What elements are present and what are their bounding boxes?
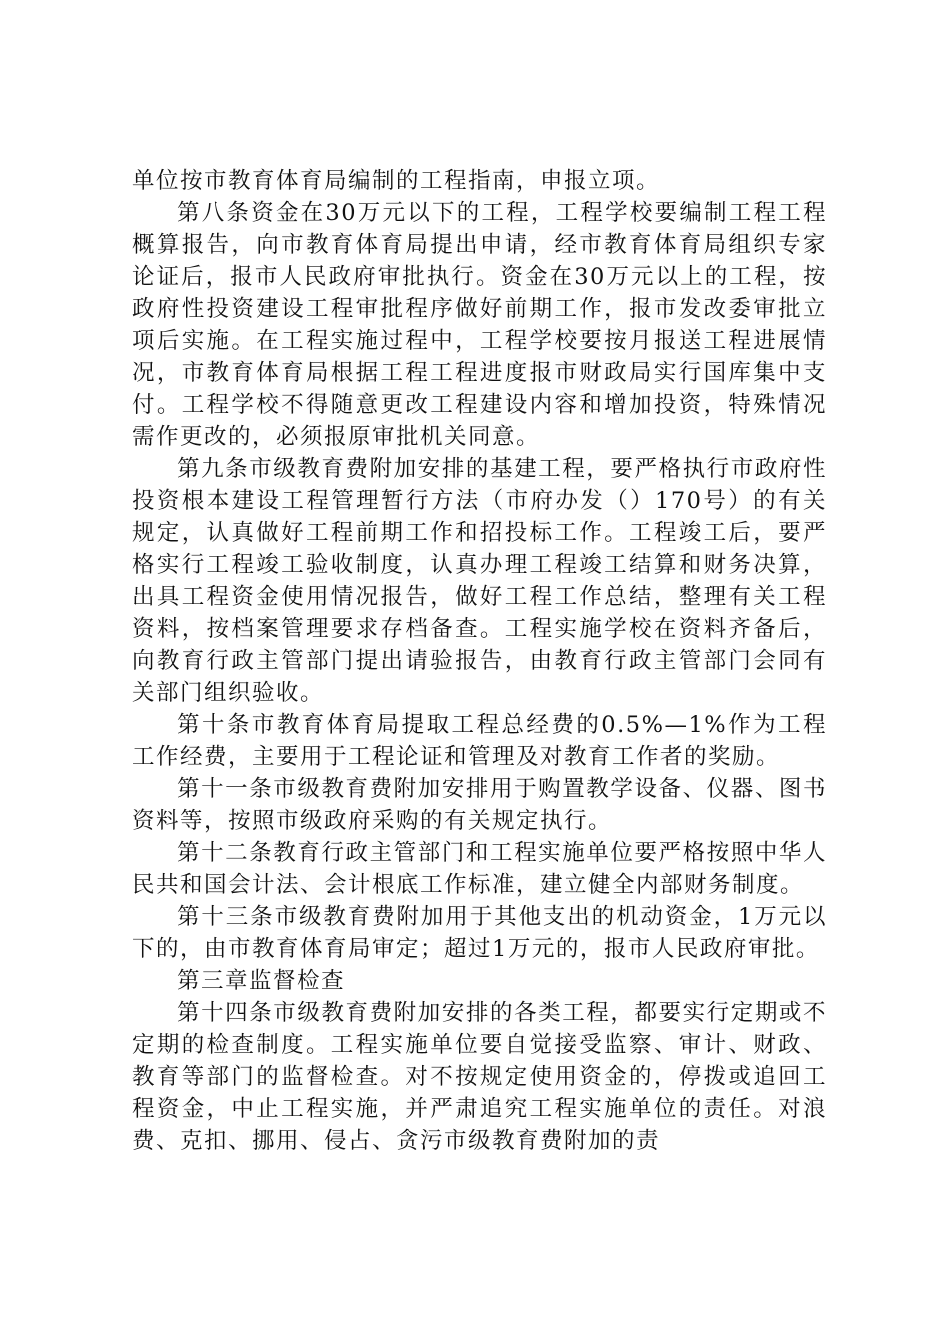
chapter-heading: 第三章监督检查 [177, 968, 346, 994]
paragraph-article-11: 第十一条市级教育费附加安排用于购置教学设备、仪器、图书资料等，按照市级政府采购的有关规定执行。 [132, 776, 827, 834]
paragraph-article-9: 第九条市级教育费附加安排的基建工程，要严格执行市政府性投资根本建设工程管理暂行方法（市府办发（）170号）的有关规定，认真做好工程前期工作和招投标工作。工程竣工后，要严格实行工程竣工验收制度，认真办理工程竣工结算和财务决算，出具工程资金使用情况报告，做好工程工作总结，整理有关工程资料，按档案管理要求存档备查。工程实施学校在资料齐备后，向教育行政主管部门提出请验报告，由教育行政主管部门会同有关部门组织验收。 [132, 456, 827, 706]
paragraph-article-13: 第十三条市级教育费附加用于其他支出的机动资金，1万元以下的，由市教育体育局审定；超过1万元的，报市人民政府审批。 [132, 904, 827, 962]
paragraph-article-8: 第八条资金在30万元以下的工程，工程学校要编制工程工程概算报告，向市教育体育局提出申请，经市教育体育局组织专家论证后，报市人民政府审批执行。资金在30万元以上的工程，按政府性投资建设工程审批程序做好前期工作，报市发改委审批立项后实施。在工程实施过程中，工程学校要按月报送工程进展情况，市教育体育局根据工程工程进度报市财政局实行国库集中支付。工程学校不得随意更改工程建设内容和增加投资，特殊情况需作更改的，必须报原审批机关同意。 [132, 200, 827, 450]
paragraph-continuation: 单位按市教育体育局编制的工程指南，申报立项。 [132, 168, 661, 194]
paragraph-article-10: 第十条市教育体育局提取工程总经费的0.5%—1%作为工程工作经费，主要用于工程论证和管理及对教育工作者的奖励。 [132, 712, 827, 770]
paragraph-article-12: 第十二条教育行政主管部门和工程实施单位要严格按照中华人民共和国会计法、会计根底工作标准，建立健全内部财务制度。 [132, 840, 827, 898]
document-body [132, 165, 827, 1157]
paragraph-article-14: 第十四条市级教育费附加安排的各类工程，都要实行定期或不定期的检查制度。工程实施单位要自觉接受监察、审计、财政、教育等部门的监督检查。对不按规定使用资金的，停拨或追回工程资金，中止工程实施，并严肃追究工程实施单位的责任。对浪费、克扣、挪用、侵占、贪污市级教育费附加的责 [132, 1000, 827, 1154]
